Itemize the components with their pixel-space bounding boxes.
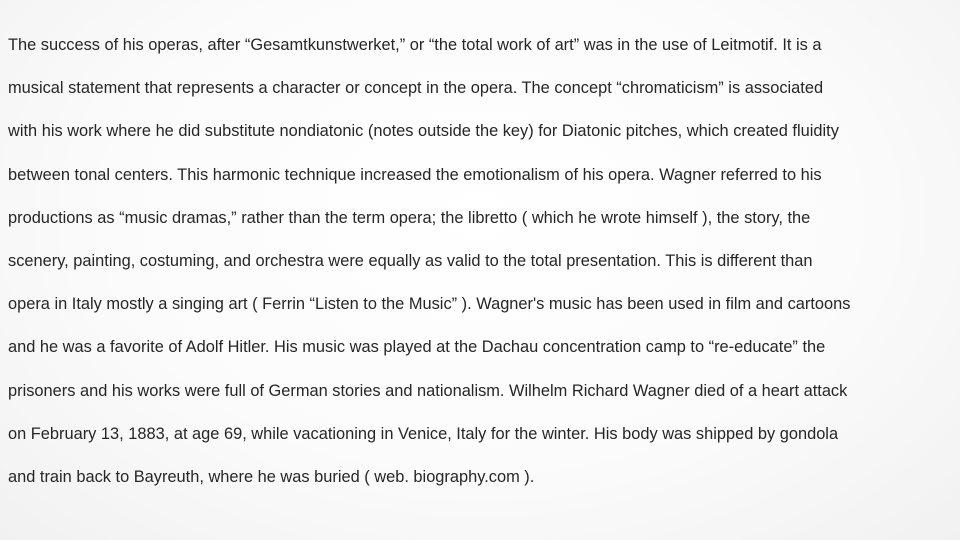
- paragraph-line: prisoners and his works were full of German stories and nationalism. Wilhelm Richard Wagner died of a heart attack: [8, 381, 848, 400]
- paragraph-line: and train back to Bayreuth, where he was buried ( web. biography.com ).: [8, 467, 535, 486]
- paragraph-line: productions as “music dramas,” rather than the term opera; the libretto ( which he wrote himself ), the story, the: [8, 208, 811, 227]
- paragraph-line: scenery, painting, costuming, and orchestra were equally as valid to the total presentation. This is different than: [8, 251, 813, 270]
- paragraph-line: musical statement that represents a character or concept in the opera. The concept “chromaticism” is associated: [8, 79, 824, 98]
- paragraph-line: and he was a favorite of Adolf Hitler. His music was played at the Dachau concentration camp to “re-educate” the: [8, 338, 826, 357]
- paragraph-line: opera in Italy mostly a singing art ( Ferrin “Listen to the Music” ). Wagner's music has been used in film and cartoons: [8, 295, 851, 314]
- paragraph-line: The success of his operas, after “Gesamtkunstwerket,” or “the total work of art” was in the use of Leitmotif. It is a: [8, 36, 822, 54]
- paragraph-line: between tonal centers. This harmonic technique increased the emotionalism of his opera. Wagner referred to his: [8, 165, 822, 184]
- paragraph-line: with his work where he did substitute nondiatonic (notes outside the key) for Diatonic pitches, which created fluidity: [8, 122, 839, 141]
- paragraph-line: on February 13, 1883, at age 69, while vacationing in Venice, Italy for the winter. His body was shipped by gondola: [8, 424, 839, 443]
- body-paragraph: [8, 24, 954, 499]
